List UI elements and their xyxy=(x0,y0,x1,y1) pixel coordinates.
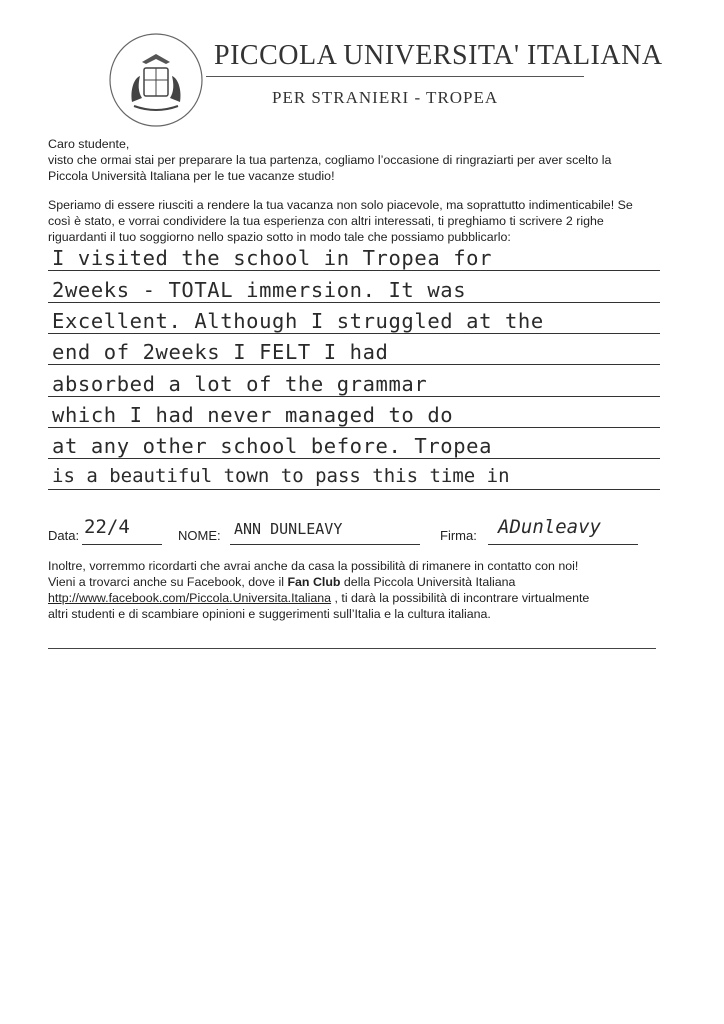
university-crest-logo xyxy=(108,32,204,128)
university-subtitle: PER STRANIERI - TROPEA xyxy=(272,88,499,107)
ruled-line xyxy=(48,396,660,397)
closing-line-4: altri studenti e di scambiare opinioni e suggerimenti sull’Italia e la cultura italiana. xyxy=(48,607,491,621)
review-line-6: which I had never managed to do xyxy=(52,403,454,427)
intro-line-1: visto che ormai stai per preparare la tua partenza, cogliamo l’occasione di ringraziarti per aver scelto la xyxy=(48,153,612,167)
closing-line-1: Inoltre, vorremmo ricordarti che avrai anche da casa la possibilità di rimanere in contatto con noi! xyxy=(48,559,579,573)
request-line-3: riguardanti il tuo soggiorno nello spazio sotto in modo tale che possiamo pubblicarlo: xyxy=(48,230,511,244)
name-underline xyxy=(230,544,420,545)
closing-line-3 xyxy=(48,590,678,606)
header-divider xyxy=(206,76,584,77)
university-name: PICCOLA UNIVERSITA' ITALIANA xyxy=(214,40,663,71)
greeting: Caro studente, xyxy=(48,137,130,151)
review-line-5: absorbed a lot of the grammar xyxy=(52,372,428,396)
signature-value: ADunleavy xyxy=(498,516,601,538)
closing-line-2 xyxy=(48,574,678,590)
ruled-line xyxy=(48,333,660,334)
closing-line-3-tail: , ti darà la possibilità di incontrare virtualmente xyxy=(331,591,590,605)
ruled-line xyxy=(48,458,660,459)
bottom-divider xyxy=(48,648,656,649)
date-label: Data: xyxy=(48,528,80,543)
date-underline xyxy=(82,544,162,545)
name-value: ANN DUNLEAVY xyxy=(234,520,343,538)
request-line-2: così è stato, e vorrai condividere la tua esperienza con altri interessati, ti preghiamo ti scrivere 2 righe xyxy=(48,214,604,228)
review-line-7: at any other school before. Tropea xyxy=(52,434,493,458)
ruled-line xyxy=(48,270,660,271)
closing-line-2-text: Vieni a trovarci anche su Facebook, dove il xyxy=(48,575,288,589)
review-line-1: I visited the school in Tropea for xyxy=(52,246,493,270)
review-writing-area xyxy=(48,246,660,496)
fan-club-label: Fan Club xyxy=(287,575,341,589)
details-row xyxy=(48,518,668,548)
review-line-4: end of 2weeks I FELT I had xyxy=(52,340,389,364)
signature-underline xyxy=(488,544,638,545)
date-value: 22/4 xyxy=(84,516,130,538)
name-label: NOME: xyxy=(178,528,221,543)
ruled-line xyxy=(48,489,660,490)
ruled-line xyxy=(48,302,660,303)
intro-line-2: Piccola Università Italiana per le tue vacanze studio! xyxy=(48,169,335,183)
request-paragraph xyxy=(48,197,678,245)
signature-label: Firma: xyxy=(440,528,477,543)
request-line-1: Speriamo di essere riusciti a rendere la tua vacanza non solo piacevole, ma soprattutto indimenticabile! Se xyxy=(48,198,633,212)
review-line-3: Excellent. Although I struggled at the xyxy=(52,309,544,333)
review-line-2: 2weeks - TOTAL immersion. It was xyxy=(52,278,467,302)
facebook-link[interactable]: http://www.facebook.com/Piccola.Universita.Italiana xyxy=(48,591,332,605)
intro-paragraph xyxy=(48,136,678,184)
closing-paragraph xyxy=(48,558,678,622)
ruled-line xyxy=(48,364,660,365)
review-line-8: is a beautiful town to pass this time in xyxy=(52,465,510,487)
ruled-line xyxy=(48,427,660,428)
closing-line-2-tail: della Piccola Università Italiana xyxy=(340,575,516,589)
